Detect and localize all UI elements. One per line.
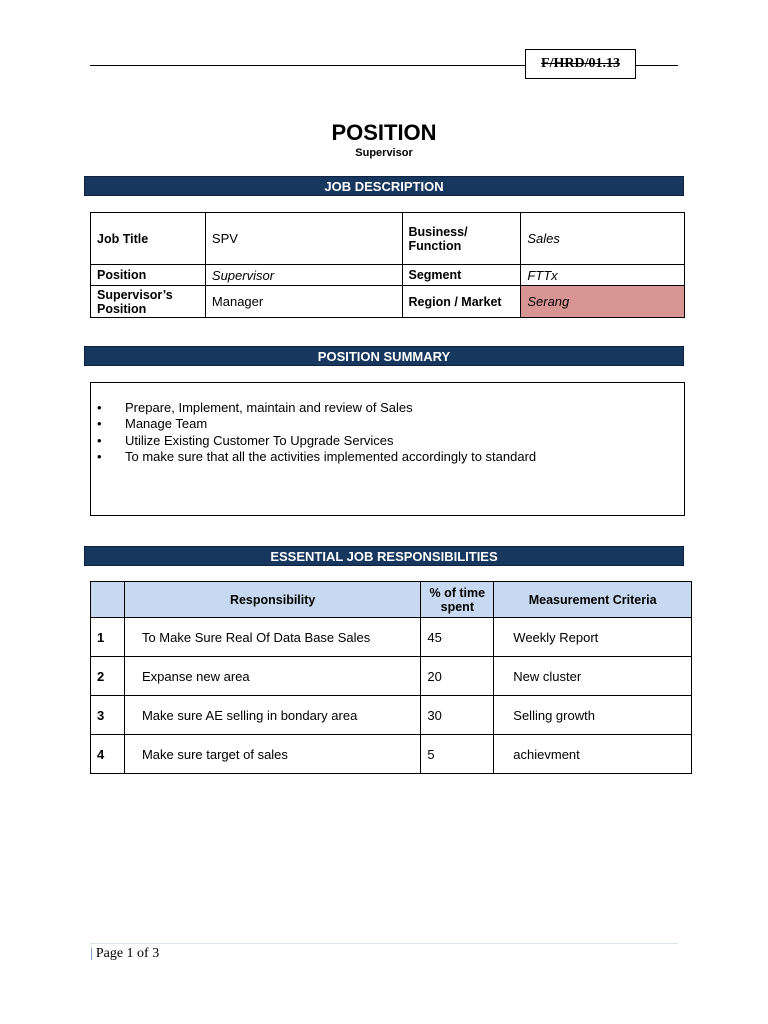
summary-item-text: To make sure that all the activities implemented accordingly to standard bbox=[125, 448, 537, 464]
table-row bbox=[91, 286, 685, 318]
table-row bbox=[91, 265, 685, 286]
column-header-number bbox=[91, 582, 125, 618]
bullet-icon: • bbox=[97, 448, 102, 464]
responsibilities-table bbox=[90, 581, 692, 774]
table-row bbox=[91, 213, 685, 265]
table-row bbox=[91, 696, 692, 735]
column-header-percent: % of time spent bbox=[421, 582, 494, 618]
position-label: Position bbox=[91, 265, 206, 286]
row-number: 4 bbox=[91, 735, 125, 774]
business-value: Sales bbox=[521, 213, 685, 265]
percent-cell: 20 bbox=[421, 657, 494, 696]
page-title: POSITION bbox=[331, 120, 437, 145]
region-value: Serang bbox=[521, 286, 685, 318]
supervisor-label: Supervisor’s Position bbox=[91, 286, 206, 318]
region-label: Region / Market bbox=[402, 286, 521, 318]
segment-value: FTTx bbox=[521, 265, 685, 286]
section-bar-responsibilities: ESSENTIAL JOB RESPONSIBILITIES bbox=[84, 546, 684, 566]
form-code: F/HRD/01.13 bbox=[525, 49, 636, 79]
segment-label: Segment bbox=[402, 265, 521, 286]
list-item bbox=[97, 416, 536, 432]
section-bar-position-summary: POSITION SUMMARY bbox=[84, 346, 684, 366]
position-value: Supervisor bbox=[205, 265, 402, 286]
summary-item-text: Utilize Existing Customer To Upgrade Services bbox=[125, 432, 394, 448]
percent-cell: 30 bbox=[421, 696, 494, 735]
responsibility-cell: Make sure target of sales bbox=[124, 735, 420, 774]
table-row bbox=[91, 735, 692, 774]
column-header-criteria: Measurement Criteria bbox=[494, 582, 692, 618]
summary-item-text: Prepare, Implement, maintain and review of Sales bbox=[125, 400, 413, 415]
section-bar-job-description: JOB DESCRIPTION bbox=[84, 176, 684, 196]
column-header-responsibility: Responsibility bbox=[124, 582, 420, 618]
footer-rule bbox=[90, 943, 678, 944]
list-item bbox=[97, 449, 536, 465]
supervisor-value: Manager bbox=[205, 286, 402, 318]
summary-list bbox=[97, 400, 536, 465]
job-title-value: SPV bbox=[205, 213, 402, 265]
business-label: Business/ Function bbox=[402, 213, 521, 265]
responsibility-cell: Expanse new area bbox=[124, 657, 420, 696]
criteria-cell: Weekly Report bbox=[494, 618, 692, 657]
row-number: 2 bbox=[91, 657, 125, 696]
responsibility-cell: Make sure AE selling in bondary area bbox=[124, 696, 420, 735]
position-summary-box bbox=[90, 382, 685, 516]
list-item bbox=[97, 400, 536, 416]
bullet-icon: • bbox=[97, 432, 102, 448]
footer-separator: | bbox=[90, 946, 93, 961]
row-number: 3 bbox=[91, 696, 125, 735]
criteria-cell: Selling growth bbox=[494, 696, 692, 735]
bullet-icon: • bbox=[97, 416, 102, 432]
page-subtitle: Supervisor bbox=[355, 147, 413, 159]
summary-item-text: Manage Team bbox=[125, 416, 208, 432]
job-title-label: Job Title bbox=[91, 213, 206, 265]
percent-cell: 5 bbox=[421, 735, 494, 774]
table-header-row bbox=[91, 582, 692, 618]
percent-cell: 45 bbox=[421, 618, 494, 657]
row-number: 1 bbox=[91, 618, 125, 657]
bullet-icon: • bbox=[97, 400, 102, 415]
table-row bbox=[91, 618, 692, 657]
responsibility-cell: To Make Sure Real Of Data Base Sales bbox=[124, 618, 420, 657]
criteria-cell: achievment bbox=[494, 735, 692, 774]
page-footer bbox=[90, 946, 159, 962]
job-description-table bbox=[90, 212, 685, 318]
page-number: Page 1 of 3 bbox=[95, 946, 160, 961]
list-item bbox=[97, 433, 536, 449]
criteria-cell: New cluster bbox=[494, 657, 692, 696]
table-row bbox=[91, 657, 692, 696]
